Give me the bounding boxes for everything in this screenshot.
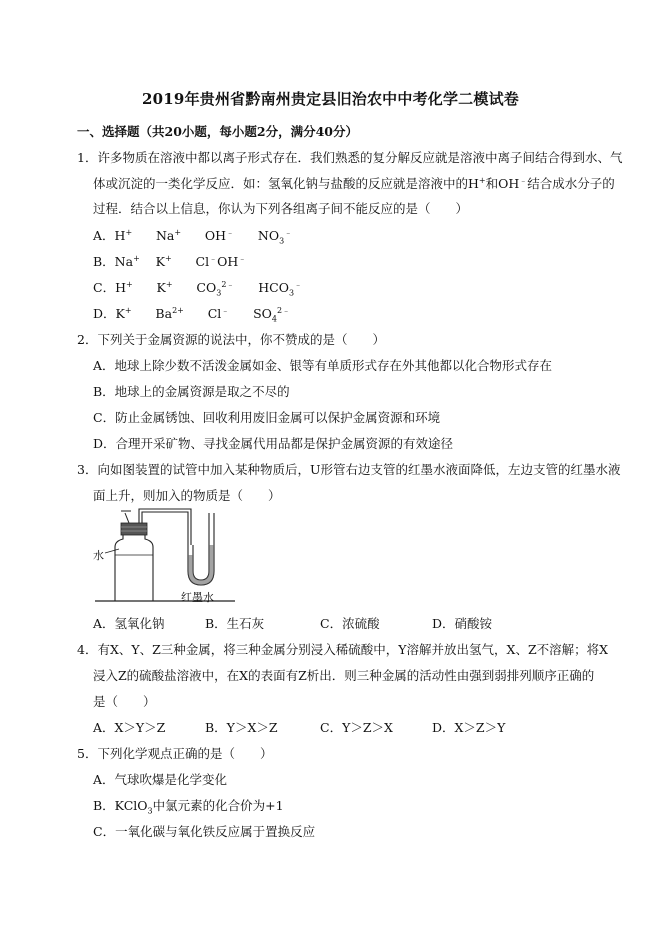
q1-option-a: A．H+ Na+ OH﹣ $NO_3^﹣$ [93, 227, 293, 246]
q3-option-c: C．浓硫酸 [320, 616, 380, 631]
red-ink-label: 红墨水 [181, 591, 214, 604]
apparatus-figure [95, 505, 235, 607]
q1-option-b: B．Na+ K+ Cl﹣OH﹣ [93, 253, 247, 269]
q4-options [93, 718, 505, 736]
q5-stem: 5．下列化学观点正确的是（ ） [77, 746, 273, 761]
water-label: 水 [93, 549, 104, 562]
q4-option-a: A．X＞Y＞Z [93, 720, 166, 735]
q4-stem-line-2: 浸入Z的硫酸盐溶液中，在X的表面有Z析出．则三种金属的活动性由强到弱排列顺序正确的 [93, 668, 595, 683]
q5-option-a: A．气球吹爆是化学变化 [93, 772, 228, 787]
q2-option-a: A．地球上除少数不活泼金属如金、银等有单质形式存在外其他都以化合物形式存在 [93, 358, 553, 373]
apparatus-drawing [95, 505, 235, 607]
exam-title: 2019年贵州省黔南州贵定县旧治农中中考化学二模试卷 [142, 90, 519, 108]
q3-option-b: B．生石灰 [205, 616, 265, 631]
section-heading: 一、选择题（共20小题，每小题2分，满分40分） [77, 124, 358, 139]
q2-option-d: D．合理开采矿物、寻找金属代用品都是保护金属资源的有效途径 [93, 436, 454, 451]
q4-option-d: D．X＞Z＞Y [432, 720, 506, 735]
q5-option-b: B．KClO$_3$中氯元素的化合价为+1 [93, 798, 284, 816]
q1-stem-line-2: 体或沉淀的一类化学反应．如：氢氧化钠与盐酸的反应就是溶液中的H+和OH﹣结合成水分子的 [93, 175, 615, 191]
q2-option-b: B．地球上的金属资源是取之不尽的 [93, 384, 290, 399]
q3-stem-line-1: 3．向如图装置的试管中加入某种物质后，U形管右边支管的红墨水液面降低，左边支管的红墨水液 [77, 462, 621, 477]
q1-stem-line-3: 过程．结合以上信息，你认为下列各组离子间不能反应的是（ ） [93, 201, 469, 216]
q3-options [93, 614, 492, 632]
q3-option-a: A．氢氧化钠 [93, 616, 165, 631]
q1-option-d: D．K+ $Ba^{2+}$ Cl﹣ $SO_4^{2﹣}$ [93, 305, 291, 324]
q4-option-c: C．Y＞Z＞X [320, 720, 393, 735]
q4-stem-line-3: 是（ ） [93, 694, 156, 709]
q4-stem-line-1: 4．有X、Y、Z三种金属，将三种金属分别浸入稀硫酸中，Y溶解并放出氢气，X、Z不溶解；将X [77, 642, 609, 657]
q1-option-c: C．H+ K+ $CO_3^{2﹣}$ $HCO_3^﹣$ [93, 279, 303, 298]
q2-option-c: C．防止金属锈蚀、回收利用废旧金属可以保护金属资源和环境 [93, 410, 441, 425]
q2-stem: 2．下列关于金属资源的说法中，你不赞成的是（ ） [77, 332, 385, 347]
q3-stem-line-2: 面上升，则加入的物质是（ ） [93, 488, 281, 503]
q1-stem-line-1: 1．许多物质在溶液中都以离子形式存在．我们熟悉的复分解反应就是溶液中离子间结合得到水、气 [77, 150, 623, 165]
q4-option-b: B．Y＞X＞Z [205, 720, 278, 735]
q3-option-d: D．硝酸铵 [432, 616, 493, 631]
q5-option-c: C．一氧化碳与氧化铁反应属于置换反应 [93, 824, 316, 839]
